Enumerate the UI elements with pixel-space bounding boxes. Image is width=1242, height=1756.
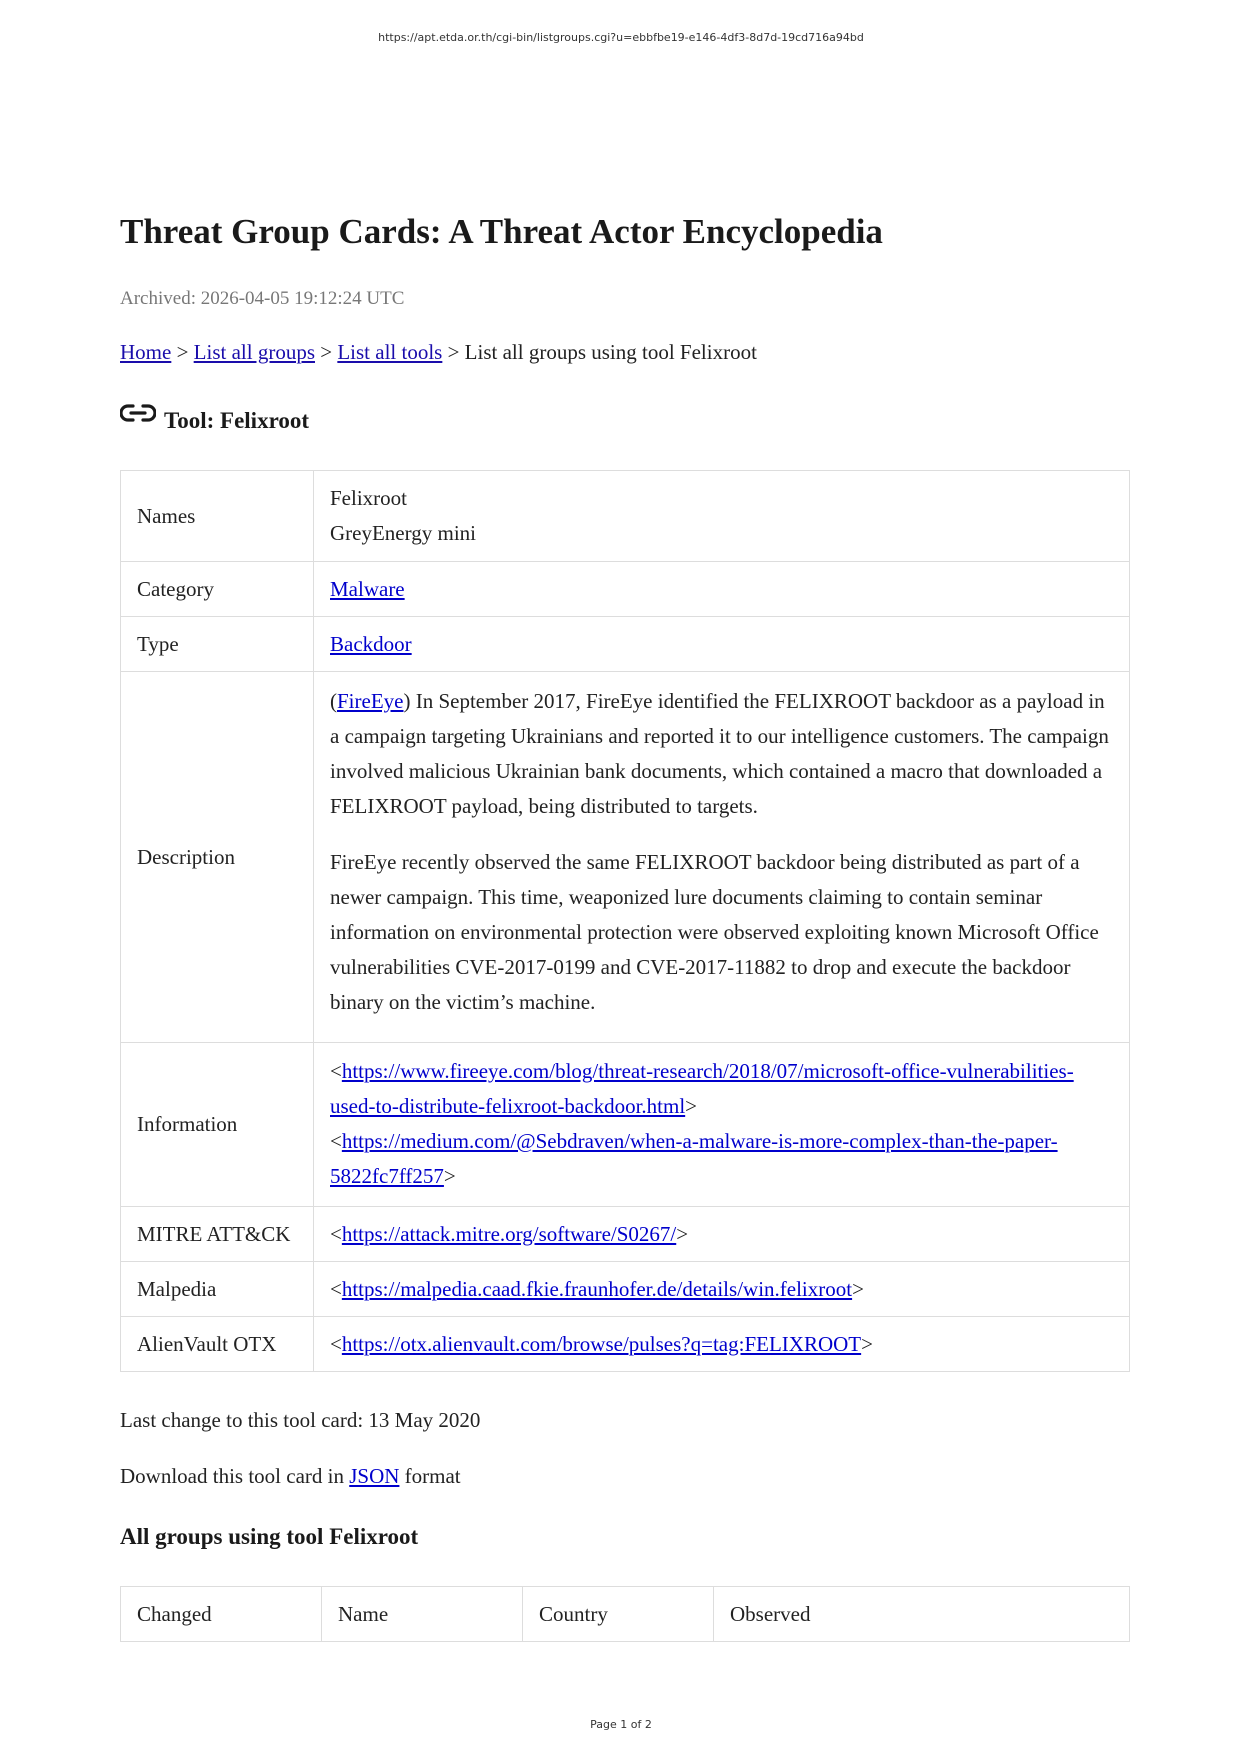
breadcrumb-current: > List all groups using tool Felixroot [442,340,757,364]
link-icon [120,400,156,428]
name-item: GreyEnergy mini [330,521,476,545]
name-item: Felixroot [330,486,407,510]
last-change: Last change to this tool card: 13 May 2020 [120,1408,481,1432]
json-download-link[interactable]: JSON [349,1464,400,1488]
breadcrumb-tools-link[interactable]: List all tools [337,340,443,364]
row-label: Type [121,617,314,672]
table-row [121,562,1130,617]
table-row [121,471,1130,562]
tool-heading-text: Tool: Felixroot [164,408,310,433]
page-number: Page 1 of 2 [590,1718,652,1731]
groups-heading: All groups using tool Felixroot [120,1524,419,1549]
breadcrumb-home-link[interactable]: Home [120,340,172,364]
names-value [314,471,1130,562]
description-paragraph: (FireEye) In September 2017, FireEye identified the FELIXROOT backdoor as a payload in a campaign targeting Ukrainians and reported it to our intelligence customers. The campaign involved malicious Ukrainian bank documents, which contained a macro that downloaded a FELIXROOT payload, being distributed to targets. [330,689,1109,818]
source-link[interactable]: FireEye [337,689,404,713]
mitre-value: <https://attack.mitre.org/software/S0267/> [314,1207,1130,1262]
download-suffix: format [399,1464,461,1488]
row-label: Malpedia [121,1262,314,1317]
category-value [314,562,1130,617]
table-row [121,1317,1130,1372]
description-text: ) In September 2017, FireEye identified the FELIXROOT backdoor as a payload in a campaign targeting Ukrainians and reported it to our intelligence customers. The campaign involved malicious Ukrainian bank documents, which contained a macro that downloaded a FELIXROOT payload, being distributed to targets. [330,689,1109,818]
description-value [314,672,1130,1043]
tool-heading [120,400,309,434]
column-header-observed[interactable]: Observed [714,1587,1130,1642]
info-entry: <https://medium.com/@Sebdraven/when-a-malware-is-more-complex-than-the-paper-5822fc7ff257> [330,1129,1058,1188]
download-line [120,1464,461,1489]
description-paragraph: FireEye recently observed the same FELIXROOT backdoor being distributed as part of a newer campaign. This time, weaponized lure documents claiming to contain seminar information on environmental protection were observed exploiting known Microsoft Office vulnerabilities CVE-2017-0199 and CVE-2017-11882 to drop and execute the backdoor binary on the victim’s machine. [330,850,1099,1014]
information-value [314,1043,1130,1207]
column-header-name[interactable]: Name [322,1587,523,1642]
table-row [121,617,1130,672]
mitre-link[interactable]: https://attack.mitre.org/software/S0267/ [341,1221,677,1246]
groups-table [120,1586,1130,1642]
page-title: Threat Group Cards: A Threat Actor Encyclopedia [120,212,883,251]
malpedia-link[interactable]: https://malpedia.caad.fkie.fraunhofer.de/details/win.felixroot [341,1276,853,1301]
category-link[interactable]: Malware [330,576,405,601]
row-label: AlienVault OTX [121,1317,314,1372]
otx-link[interactable]: https://otx.alienvault.com/browse/pulses?q=tag:FELIXROOT [341,1331,862,1356]
row-label: Information [121,1043,314,1207]
malpedia-value: <https://malpedia.caad.fkie.fraunhofer.de/details/win.felixroot> [314,1262,1130,1317]
table-row [121,672,1130,1043]
info-link-fireeye[interactable]: https://www.fireeye.com/blog/threat-research/2018/07/microsoft-office-vulnerabilities-used-to-distribute-felixroot-backdoor.html [330,1059,1074,1118]
type-value [314,617,1130,672]
row-label: Description [121,672,314,1043]
info-link-medium[interactable]: https://medium.com/@Sebdraven/when-a-malware-is-more-complex-than-the-paper-5822fc7ff257 [330,1129,1058,1188]
breadcrumb-groups-link[interactable]: List all groups [193,340,315,364]
table-row [121,1043,1130,1207]
print-url: https://apt.etda.or.th/cgi-bin/listgroups.cgi?u=ebbfbe19-e146-4df3-8d7d-19cd716a94bd [378,31,864,44]
breadcrumb-separator: > [171,340,194,364]
row-label: Category [121,562,314,617]
download-prefix: Download this tool card in [120,1464,350,1488]
otx-value: <https://otx.alienvault.com/browse/pulses?q=tag:FELIXROOT> [314,1317,1130,1372]
row-label: MITRE ATT&CK [121,1207,314,1262]
table-row [121,1262,1130,1317]
table-row [121,1207,1130,1262]
tool-card-table [120,470,1130,1372]
type-link[interactable]: Backdoor [330,631,412,656]
archived-timestamp: Archived: 2026-04-05 19:12:24 UTC [120,288,405,309]
column-header-changed[interactable]: Changed [121,1587,322,1642]
table-header-row [121,1587,1130,1642]
column-header-country[interactable]: Country [523,1587,714,1642]
breadcrumb [120,340,757,365]
info-entry: <https://www.fireeye.com/blog/threat-research/2018/07/microsoft-office-vulnerabilities-used-to-distribute-felixroot-backdoor.html> [330,1059,1074,1118]
breadcrumb-separator: > [315,340,338,364]
row-label: Names [121,471,314,562]
